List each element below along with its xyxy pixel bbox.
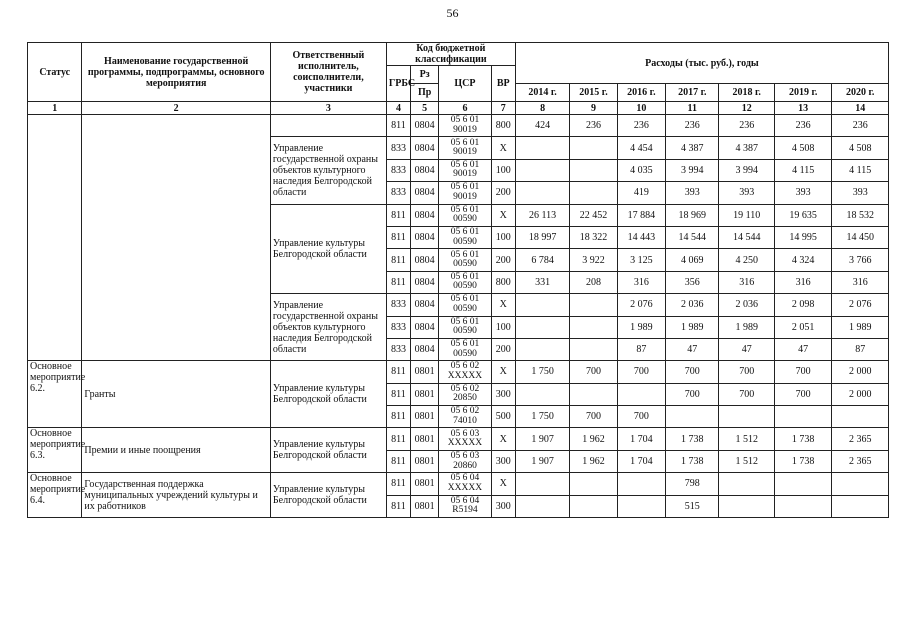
vr-cell: X <box>491 137 515 159</box>
value-cell <box>832 473 889 495</box>
table-row <box>28 115 889 137</box>
csr-cell: 05 6 01 00590 <box>439 249 491 271</box>
value-cell <box>515 383 569 405</box>
value-cell <box>719 406 774 428</box>
value-cell: 14 995 <box>774 226 831 248</box>
csr-cell: 05 6 04 XXXXX <box>439 473 491 495</box>
value-cell: 1 738 <box>774 428 831 450</box>
value-cell <box>832 406 889 428</box>
value-cell: 18 532 <box>832 204 889 226</box>
value-cell: 4 454 <box>617 137 665 159</box>
value-cell <box>570 473 617 495</box>
value-cell: 1 738 <box>666 450 719 472</box>
rz-cell: 0801 <box>411 428 439 450</box>
value-cell: 4 115 <box>774 159 831 181</box>
csr-cell: 05 6 01 90019 <box>439 182 491 204</box>
value-cell <box>515 473 569 495</box>
value-cell: 1 738 <box>774 450 831 472</box>
grbs-cell: 811 <box>386 115 410 137</box>
value-cell <box>666 406 719 428</box>
value-cell: 236 <box>832 115 889 137</box>
value-cell: 1 989 <box>832 316 889 338</box>
value-cell: 700 <box>570 361 617 383</box>
rz-cell: 0804 <box>411 115 439 137</box>
value-cell: 2 365 <box>832 450 889 472</box>
vr-cell: 200 <box>491 249 515 271</box>
value-cell: 700 <box>617 406 665 428</box>
page-number: 56 <box>446 6 459 20</box>
header-vr: ВР <box>491 66 515 102</box>
csr-cell: 05 6 02 20850 <box>439 383 491 405</box>
rz-cell: 0804 <box>411 271 439 293</box>
column-number: 12 <box>719 102 774 115</box>
value-cell <box>832 495 889 517</box>
vr-cell: X <box>491 428 515 450</box>
grbs-cell: 833 <box>386 316 410 338</box>
column-number: 1 <box>28 102 82 115</box>
header-status: Статус <box>28 43 82 102</box>
value-cell: 1 989 <box>719 316 774 338</box>
csr-cell: 05 6 01 00590 <box>439 204 491 226</box>
value-cell: 1 907 <box>515 428 569 450</box>
value-cell: 316 <box>719 271 774 293</box>
header-year-2017: 2017 г. <box>666 84 719 102</box>
grbs-cell: 833 <box>386 159 410 181</box>
value-cell <box>617 383 665 405</box>
value-cell: 1 738 <box>666 428 719 450</box>
value-cell: 2 051 <box>774 316 831 338</box>
value-cell: 22 452 <box>570 204 617 226</box>
column-number: 5 <box>411 102 439 115</box>
rz-cell: 0801 <box>411 450 439 472</box>
value-cell: 356 <box>666 271 719 293</box>
csr-cell: 05 6 01 90019 <box>439 159 491 181</box>
value-cell: 1 512 <box>719 450 774 472</box>
value-cell: 4 387 <box>666 137 719 159</box>
value-cell: 700 <box>617 361 665 383</box>
value-cell: 4 508 <box>774 137 831 159</box>
value-cell <box>570 159 617 181</box>
value-cell: 2 036 <box>719 294 774 316</box>
responsible-cell: Управление культуры Белгородской области <box>270 204 386 294</box>
header-grbs: ГРБС <box>386 66 410 102</box>
rz-cell: 0804 <box>411 159 439 181</box>
value-cell: 316 <box>617 271 665 293</box>
value-cell: 393 <box>774 182 831 204</box>
grbs-cell: 811 <box>386 249 410 271</box>
rz-cell: 0804 <box>411 294 439 316</box>
column-number: 10 <box>617 102 665 115</box>
value-cell <box>617 473 665 495</box>
value-cell <box>570 495 617 517</box>
value-cell: 700 <box>570 406 617 428</box>
header-name: Наименование государственной программы, подпрограммы, основного мероприятия <box>82 43 271 102</box>
column-number: 7 <box>491 102 515 115</box>
header-year-2016: 2016 г. <box>617 84 665 102</box>
value-cell: 47 <box>774 338 831 360</box>
csr-cell: 05 6 01 00590 <box>439 294 491 316</box>
value-cell: 14 450 <box>832 226 889 248</box>
column-number: 4 <box>386 102 410 115</box>
value-cell <box>570 338 617 360</box>
value-cell: 4 387 <box>719 137 774 159</box>
name-cell: Премии и иные поощрения <box>82 428 271 473</box>
status-cell: Основное мероприятие 6.4. <box>28 473 82 518</box>
column-number: 14 <box>832 102 889 115</box>
vr-cell: 300 <box>491 495 515 517</box>
table-row <box>28 473 889 495</box>
value-cell: 1 962 <box>570 428 617 450</box>
value-cell: 236 <box>617 115 665 137</box>
value-cell: 4 115 <box>832 159 889 181</box>
value-cell: 3 125 <box>617 249 665 271</box>
rz-cell: 0804 <box>411 182 439 204</box>
value-cell: 1 512 <box>719 428 774 450</box>
grbs-cell: 833 <box>386 294 410 316</box>
value-cell: 4 508 <box>832 137 889 159</box>
header-year-2015: 2015 г. <box>570 84 617 102</box>
column-number: 8 <box>515 102 569 115</box>
value-cell: 3 922 <box>570 249 617 271</box>
grbs-cell: 833 <box>386 338 410 360</box>
value-cell: 700 <box>666 361 719 383</box>
value-cell: 515 <box>666 495 719 517</box>
value-cell: 4 035 <box>617 159 665 181</box>
value-cell: 700 <box>774 383 831 405</box>
name-cell: Государственная поддержка муниципальных учреждений культуры и их работников <box>82 473 271 518</box>
csr-cell: 05 6 02 74010 <box>439 406 491 428</box>
status-cell: Основное мероприятие 6.2. <box>28 361 82 428</box>
grbs-cell: 811 <box>386 204 410 226</box>
rz-cell: 0804 <box>411 204 439 226</box>
column-number: 11 <box>666 102 719 115</box>
value-cell <box>515 137 569 159</box>
value-cell <box>515 159 569 181</box>
value-cell: 2 365 <box>832 428 889 450</box>
value-cell <box>570 316 617 338</box>
rz-cell: 0804 <box>411 316 439 338</box>
grbs-cell: 833 <box>386 182 410 204</box>
rz-cell: 0801 <box>411 361 439 383</box>
value-cell: 331 <box>515 271 569 293</box>
column-number: 13 <box>774 102 831 115</box>
value-cell: 1 704 <box>617 428 665 450</box>
vr-cell: 100 <box>491 226 515 248</box>
vr-cell: 300 <box>491 383 515 405</box>
value-cell: 1 704 <box>617 450 665 472</box>
grbs-cell: 811 <box>386 226 410 248</box>
grbs-cell: 811 <box>386 406 410 428</box>
rz-cell: 0801 <box>411 473 439 495</box>
csr-cell: 05 6 02 XXXXX <box>439 361 491 383</box>
column-number: 3 <box>270 102 386 115</box>
grbs-cell: 833 <box>386 137 410 159</box>
responsible-cell: Управление государственной охраны объектов культурного наследия Белгородской области <box>270 294 386 361</box>
vr-cell: X <box>491 294 515 316</box>
value-cell: 2 098 <box>774 294 831 316</box>
value-cell: 700 <box>719 383 774 405</box>
vr-cell: 300 <box>491 450 515 472</box>
value-cell <box>515 338 569 360</box>
value-cell: 18 969 <box>666 204 719 226</box>
value-cell: 1 962 <box>570 450 617 472</box>
csr-cell: 05 6 04 R5194 <box>439 495 491 517</box>
grbs-cell: 811 <box>386 271 410 293</box>
value-cell <box>774 495 831 517</box>
table-row <box>28 361 889 383</box>
value-cell <box>515 294 569 316</box>
value-cell: 3 766 <box>832 249 889 271</box>
value-cell: 700 <box>666 383 719 405</box>
rz-cell: 0804 <box>411 249 439 271</box>
value-cell <box>570 137 617 159</box>
value-cell: 236 <box>666 115 719 137</box>
vr-cell: 800 <box>491 271 515 293</box>
responsible-cell: Управление культуры Белгородской области <box>270 473 386 518</box>
name-cell: Гранты <box>82 361 271 428</box>
value-cell <box>570 383 617 405</box>
value-cell: 4 324 <box>774 249 831 271</box>
value-cell: 2 076 <box>832 294 889 316</box>
value-cell: 87 <box>832 338 889 360</box>
value-cell <box>570 294 617 316</box>
rz-cell: 0801 <box>411 383 439 405</box>
value-cell <box>719 473 774 495</box>
status-cell: Основное мероприятие 6.3. <box>28 428 82 473</box>
value-cell: 1 907 <box>515 450 569 472</box>
responsible-cell: Управление государственной охраны объектов культурного наследия Белгородской области <box>270 137 386 204</box>
csr-cell: 05 6 01 90019 <box>439 137 491 159</box>
value-cell: 17 884 <box>617 204 665 226</box>
value-cell: 1 750 <box>515 361 569 383</box>
rz-cell: 0804 <box>411 137 439 159</box>
grbs-cell: 811 <box>386 361 410 383</box>
value-cell: 2 036 <box>666 294 719 316</box>
value-cell: 2 076 <box>617 294 665 316</box>
budget-table <box>27 42 889 518</box>
value-cell: 19 635 <box>774 204 831 226</box>
value-cell: 2 000 <box>832 383 889 405</box>
value-cell: 393 <box>719 182 774 204</box>
value-cell: 316 <box>774 271 831 293</box>
header-year-2020: 2020 г. <box>832 84 889 102</box>
csr-cell: 05 6 01 00590 <box>439 338 491 360</box>
csr-cell: 05 6 03 XXXXX <box>439 428 491 450</box>
value-cell: 393 <box>666 182 719 204</box>
vr-cell: 500 <box>491 406 515 428</box>
value-cell: 14 544 <box>666 226 719 248</box>
vr-cell: X <box>491 473 515 495</box>
value-cell: 419 <box>617 182 665 204</box>
value-cell <box>515 495 569 517</box>
vr-cell: 800 <box>491 115 515 137</box>
vr-cell: X <box>491 361 515 383</box>
vr-cell: 200 <box>491 182 515 204</box>
value-cell: 18 322 <box>570 226 617 248</box>
rz-cell: 0801 <box>411 495 439 517</box>
csr-cell: 05 6 01 90019 <box>439 115 491 137</box>
value-cell: 236 <box>719 115 774 137</box>
value-cell: 208 <box>570 271 617 293</box>
rz-cell: 0804 <box>411 338 439 360</box>
value-cell: 18 997 <box>515 226 569 248</box>
csr-cell: 05 6 01 00590 <box>439 226 491 248</box>
value-cell <box>719 495 774 517</box>
value-cell: 14 443 <box>617 226 665 248</box>
value-cell: 6 784 <box>515 249 569 271</box>
value-cell: 700 <box>774 361 831 383</box>
value-cell: 2 000 <box>832 361 889 383</box>
status-cell <box>28 115 82 361</box>
value-cell: 236 <box>774 115 831 137</box>
value-cell: 1 750 <box>515 406 569 428</box>
value-cell: 316 <box>832 271 889 293</box>
value-cell: 4 250 <box>719 249 774 271</box>
value-cell <box>570 182 617 204</box>
value-cell: 3 994 <box>719 159 774 181</box>
column-number-row <box>28 102 889 115</box>
csr-cell: 05 6 01 00590 <box>439 316 491 338</box>
responsible-cell <box>270 115 386 137</box>
header-responsible: Ответственный исполнитель, соисполнители, участники <box>270 43 386 102</box>
value-cell: 87 <box>617 338 665 360</box>
header-year-2019: 2019 г. <box>774 84 831 102</box>
csr-cell: 05 6 01 00590 <box>439 271 491 293</box>
column-number: 6 <box>439 102 491 115</box>
responsible-cell: Управление культуры Белгородской области <box>270 361 386 428</box>
value-cell <box>515 182 569 204</box>
table-body <box>28 115 889 518</box>
vr-cell: 200 <box>491 338 515 360</box>
value-cell: 700 <box>719 361 774 383</box>
column-number: 9 <box>570 102 617 115</box>
value-cell <box>774 473 831 495</box>
vr-cell: X <box>491 204 515 226</box>
csr-cell: 05 6 03 20860 <box>439 450 491 472</box>
value-cell: 236 <box>570 115 617 137</box>
value-cell: 1 989 <box>666 316 719 338</box>
value-cell: 1 989 <box>617 316 665 338</box>
value-cell: 4 069 <box>666 249 719 271</box>
header-expenses: Расходы (тыс. руб.), годы <box>515 43 888 84</box>
grbs-cell: 811 <box>386 495 410 517</box>
value-cell: 19 110 <box>719 204 774 226</box>
value-cell: 47 <box>719 338 774 360</box>
grbs-cell: 811 <box>386 450 410 472</box>
header-rz: Рз <box>411 66 439 84</box>
value-cell: 393 <box>832 182 889 204</box>
header-pr: Пр <box>411 84 439 102</box>
value-cell: 47 <box>666 338 719 360</box>
header-csr: ЦСР <box>439 66 491 102</box>
grbs-cell: 811 <box>386 473 410 495</box>
vr-cell: 100 <box>491 159 515 181</box>
rz-cell: 0801 <box>411 406 439 428</box>
rz-cell: 0804 <box>411 226 439 248</box>
value-cell: 14 544 <box>719 226 774 248</box>
value-cell: 3 994 <box>666 159 719 181</box>
header-year-2014: 2014 г. <box>515 84 569 102</box>
table-row <box>28 428 889 450</box>
responsible-cell: Управление культуры Белгородской области <box>270 428 386 473</box>
value-cell: 26 113 <box>515 204 569 226</box>
value-cell: 424 <box>515 115 569 137</box>
grbs-cell: 811 <box>386 383 410 405</box>
value-cell <box>774 406 831 428</box>
value-cell <box>617 495 665 517</box>
value-cell <box>515 316 569 338</box>
value-cell: 798 <box>666 473 719 495</box>
name-cell <box>82 115 271 361</box>
column-number: 2 <box>82 102 271 115</box>
header-budget-code: Код бюджетной классификации <box>386 43 515 66</box>
vr-cell: 100 <box>491 316 515 338</box>
grbs-cell: 811 <box>386 428 410 450</box>
header-year-2018: 2018 г. <box>719 84 774 102</box>
